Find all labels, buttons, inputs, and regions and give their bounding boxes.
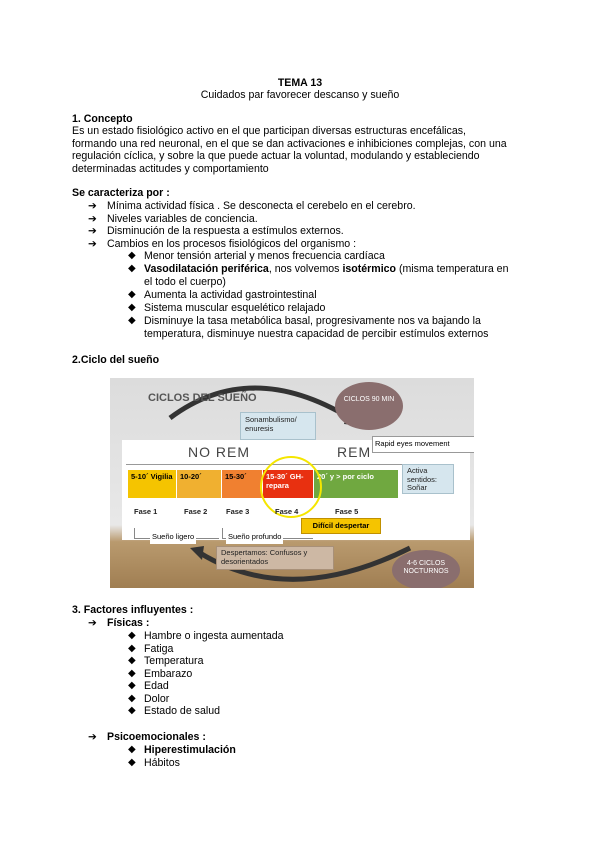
diamond-icon: ◆ [128, 315, 136, 326]
sonambulismo-box: Sonambulismo/ enuresis [240, 412, 316, 440]
diamond-icon: ◆ [128, 250, 136, 261]
arrow-icon: ➔ [88, 237, 97, 250]
sleep-cycle-diagram [110, 378, 474, 588]
arrow-icon: ➔ [88, 617, 97, 629]
fase-label: Fase 4 [275, 507, 299, 516]
page-subtitle: Cuidados par favorecer descanso y sueño [200, 89, 400, 101]
arrow-icon: ➔ [88, 212, 97, 225]
fase-label: Fase 3 [226, 507, 250, 516]
concepto-line: regulación cíclica, y sobre la que puede actuar la voluntad, modulando y estableciendo [72, 150, 480, 162]
fase-label: Fase 5 [335, 507, 359, 516]
diamond-icon: ◆ [128, 263, 136, 274]
diamond-icon: ◆ [128, 642, 136, 654]
diamond-icon: ◆ [128, 757, 136, 768]
phase-4: 15-30´ GH- repara [263, 470, 313, 498]
rem-label: REM [337, 444, 372, 460]
arrow-icon: ➔ [88, 225, 97, 237]
diamond-icon: ◆ [128, 744, 136, 755]
diamond-icon: ◆ [128, 680, 136, 691]
nocturnos-circle: 4-6 CICLOS NOCTURNOS [392, 550, 460, 588]
ciclos-90-circle: CICLOS 90 MIN [335, 382, 403, 430]
document-page: TEMA 13 Cuidados par favorecer descanso y sueño 1. Concepto Es un estado fisiológico activo en el que participan diversas estructuras encefálicas, formando una red neuronal, en el que se dan activaciones e inhibiciones complejas, con una regulación cíclica, y sobre la que puede actuar la voluntad, modulando y estableciendo determinadas actitudes y comportamiento Se caracteriza por : ➔ Mínima actividad física . Se desconecta el cerebelo en el cerebro. ➔ Niveles variables de conciencia. ➔ Disminución de la respuesta a estímulos externos. ➔ Cambios en los procesos fisiológicos del organismo : ◆ Menor tensión arterial y menos frecuencia cardíaca ◆ Vasodilatación periférica, nos volvemos isotérmico (misma temperatura en el todo el cuerpo) ◆ Aumenta la actividad gastrointestinal ◆ Sistema muscular esquelético relajado ◆ Disminuye la tasa metabólica basal, progresivamente nos va bajando la temperatura, disminuye nuestra capacidad de percibir estímulos externos 2.Ciclo del sueño CICLOS DEL SUEÑO CICLOS 90 MIN Sonambulismo/ enuresis Rapid eyes movement NO REM REM 5-10´ Vigilia 10-20´ 15-30´ 15-30´ GH- repara 20´ y > por ciclo Activa sentidos: Soñar Fase 1 Fase 2 Fase 3 Fase 4 Fase 5 Difícil despertar Sueño ligero Sueño profundo Despertamos: Confusos y desorientados 4-6 CICLOS NOCTURNOS 3. Factores influyentes : ➔ Físicas : ◆ Hambre o ingesta aumentada ◆ Fatiga ◆ Temperatura ◆ Embarazo ◆ Edad ◆ Dolor ◆ Estado de salud ➔ Psicoemocionales : ◆ Hiperestimulación ◆ Hábitos [0, 0, 600, 848]
diamond-icon: ◆ [128, 289, 136, 300]
concepto-line: determinadas actitudes y comportamiento [72, 162, 269, 175]
page-title: TEMA 13 [277, 77, 323, 89]
sueno-profundo-label: Sueño profundo [226, 531, 283, 544]
phase-5: 20´ y > por ciclo [314, 470, 398, 498]
diamond-icon: ◆ [128, 630, 136, 641]
dificil-despertar-box: Difícil despertar [301, 518, 381, 534]
fase-label: Fase 2 [184, 507, 208, 516]
diamond-icon: ◆ [128, 692, 136, 704]
phase-3: 15-30´ [222, 470, 262, 498]
phase-1: 5-10´ Vigilia [128, 470, 176, 498]
norem-label: NO REM [188, 444, 250, 460]
phase-2: 10-20´ [177, 470, 221, 498]
diagram-title: CICLOS DEL SUEÑO [148, 392, 257, 404]
diamond-icon: ◆ [128, 667, 136, 679]
activa-box: Activa sentidos: Soñar [402, 464, 454, 494]
diamond-icon: ◆ [128, 655, 136, 666]
sueno-ligero-label: Sueño ligero [150, 531, 196, 544]
arrow-icon: ➔ [88, 200, 97, 212]
ciclo-heading: 2.Ciclo del sueño [72, 354, 160, 366]
diamond-icon: ◆ [128, 302, 136, 313]
factores-heading: 3. Factores influyentes : [72, 604, 194, 616]
despertamos-box: Despertamos: Confusos y desorientados [216, 546, 334, 570]
diamond-icon: ◆ [128, 705, 136, 716]
caracteriza-heading: Se caracteriza por : [72, 187, 170, 199]
rapid-eyes-label: Rapid eyes movement [372, 436, 474, 453]
concepto-line: Es un estado fisiológico activo en el que participan diversas estructuras encefálicas, [72, 125, 466, 137]
concepto-heading: 1. Concepto [72, 113, 133, 125]
fase-label: Fase 1 [134, 507, 158, 516]
arrow-icon: ➔ [88, 731, 97, 743]
concepto-line: formando una red neuronal, en el que se dan activaciones e inhibiciones complejas, con una [72, 137, 507, 150]
divider [126, 464, 404, 465]
